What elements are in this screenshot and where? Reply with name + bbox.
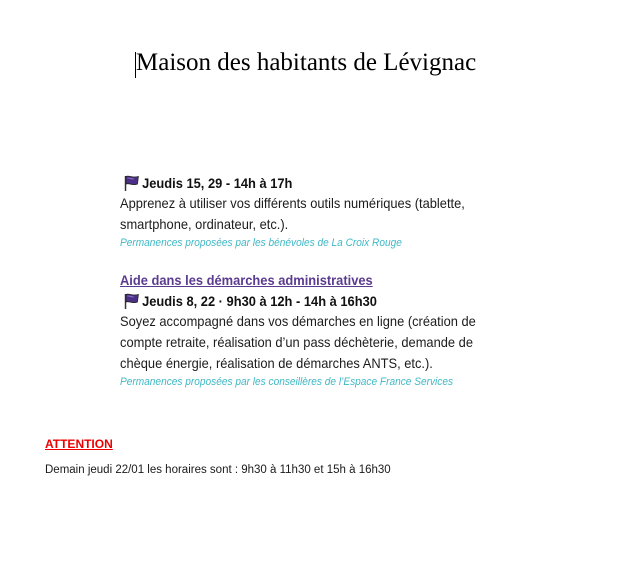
purple-flag-icon — [122, 292, 140, 310]
session-description-line: smartphone, ordinateur, etc.). — [120, 216, 289, 232]
session-description-line: Apprenez à utiliser vos différents outils numériques (tablette, — [120, 195, 465, 211]
session-schedule-text: Jeudis 15, 29 - 14h à 17h — [142, 174, 293, 191]
flyer-image — [120, 172, 500, 390]
attention-label[interactable]: ATTENTION — [45, 437, 113, 451]
session-schedule-text: Jeudis 8, 22 · 9h30 à 12h - 14h à 16h30 — [142, 292, 377, 309]
session-block-admin — [120, 290, 500, 390]
session-block-digital — [120, 172, 500, 251]
session-credit: Permanences proposées par les bénévoles de La Croix Rouge — [120, 237, 402, 249]
notice-text[interactable]: Demain jeudi 22/01 les horaires sont : 9h30 à 11h30 et 15h à 16h30 — [45, 464, 391, 476]
session-credit: Permanences proposées par les conseillères de l’Espace France Services — [120, 376, 454, 388]
session-schedule — [120, 290, 470, 311]
session-description-line: chèque énergie, réalisation de démarches ANTS, etc.). — [120, 355, 433, 371]
session-description-line: compte retraite, réalisation d’un pass déchèterie, demande de — [120, 334, 473, 350]
purple-flag-icon — [122, 174, 140, 192]
document-title[interactable]: Maison des habitants de Lévignac — [136, 49, 477, 76]
session-schedule — [120, 172, 470, 193]
section-heading-admin: Aide dans les démarches administratives — [120, 272, 373, 288]
session-description-line: Soyez accompagné dans vos démarches en ligne (création de — [120, 313, 476, 329]
